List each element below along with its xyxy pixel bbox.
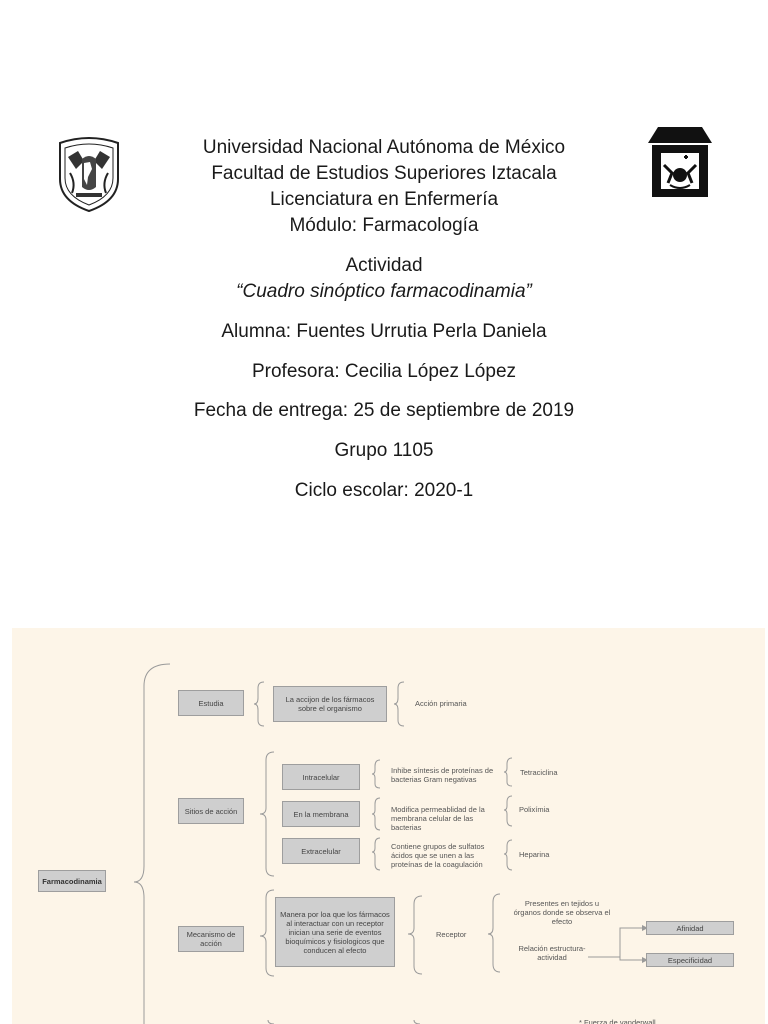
university-name: Universidad Nacional Autónoma de México [202, 137, 566, 158]
estudia-box: Estudia [178, 690, 244, 716]
intracelular-desc: Inhibe síntesis de proteínas de bacterias Gram negativas [391, 766, 494, 784]
intracelular-box: Intracelular [282, 764, 360, 790]
heparina-text: Heparina [519, 850, 550, 859]
accion-primaria-text: Acción primaria [415, 699, 467, 708]
membrana-box: En la membrana [282, 801, 360, 827]
student-name: Alumna: Fuentes Urrutia Perla Daniela [221, 321, 547, 342]
activity-title: “Cuadro sinóptico farmacodinamia” [236, 281, 532, 302]
synoptic-table [12, 628, 765, 1024]
receptor-text: Receptor [436, 930, 467, 939]
afinidad-box: Afinidad [646, 921, 734, 935]
presentes-text: Presentes en tejidos u órganos donde se observa el efecto [513, 899, 611, 926]
extracelular-desc: Contiene grupos de sulfatos ácidos que se unen a las proteínas de la coagulación [391, 842, 485, 869]
activity-label: Actividad [345, 255, 423, 276]
mecanismo-box: Mecanismo de acción [178, 926, 244, 952]
estudia-desc-box: La accijon de los fármacos sobre el organismo [273, 686, 387, 722]
fuerza-text: * Fuerza de vanderwall [579, 1018, 656, 1024]
relacion-text: Relación estructura-actividad [518, 944, 586, 962]
due-date: Fecha de entrega: 25 de septiembre de 2019 [193, 400, 575, 421]
group-number: Grupo 1105 [334, 440, 434, 461]
membrana-desc: Modifica permeablidad de la membrana celular de las bacterias [391, 805, 485, 832]
especificidad-box: Especificidad [646, 953, 734, 967]
faculty-name: Facultad de Estudios Superiores Iztacala [211, 163, 557, 184]
tetraciclina-text: Tetraciclina [520, 768, 558, 777]
sitios-box: Sitios de acción [178, 798, 244, 824]
mecanismo-desc-box: Manera por loa que los fármacos al interactuar con un receptor inician una serie de eventos bioquímicos y fisiologicos que conducen al efecto [275, 897, 395, 967]
degree-name: Licenciatura en Enfermería [269, 189, 499, 210]
module-name: Módulo: Farmacología [289, 215, 479, 236]
extracelular-box: Extracelular [282, 838, 360, 864]
polimixina-text: Polixímia [519, 805, 550, 814]
teacher-name: Profesora: Cecilia López López [251, 361, 517, 382]
root-box: Farmacodinamia [38, 870, 106, 892]
school-cycle: Ciclo escolar: 2020-1 [294, 480, 474, 501]
